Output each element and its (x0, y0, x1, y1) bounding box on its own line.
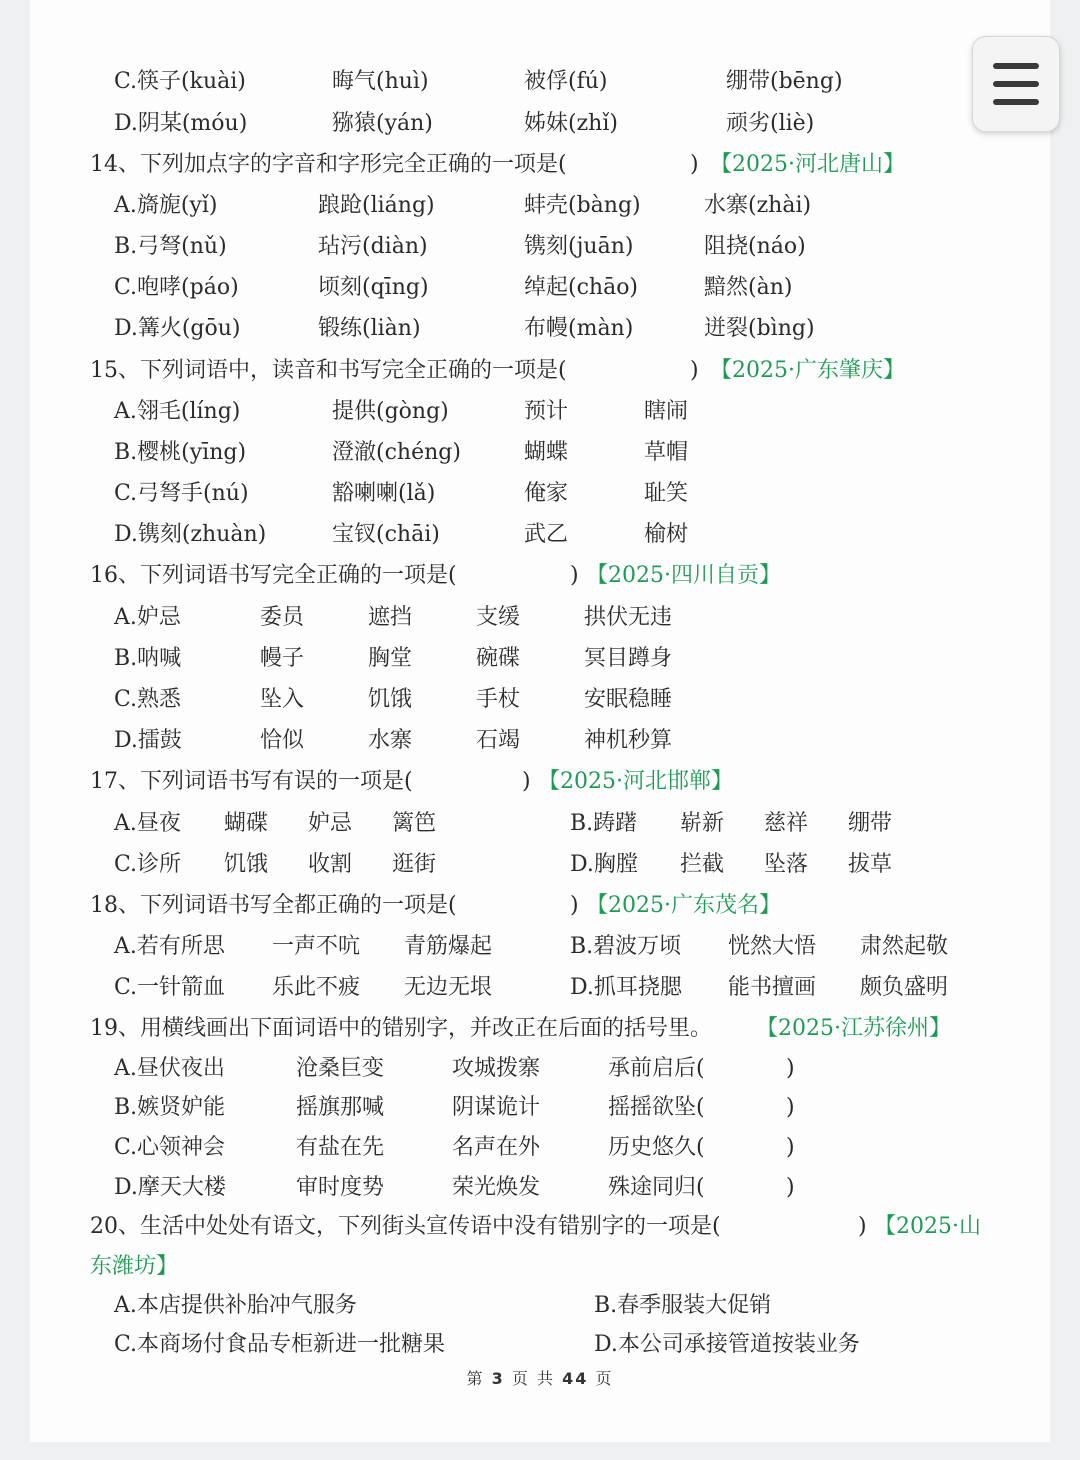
option-item: 篱笆 (392, 811, 437, 836)
question-source: 【2025·河北唐山】 (710, 152, 905, 177)
option-item: 摇旗那喊 (296, 1095, 385, 1120)
answer-bracket: ) (786, 1175, 795, 1200)
question-source: 【2025·广东肇庆】 (710, 358, 905, 383)
document-page (30, 0, 1050, 1442)
answer-bracket: ) (690, 358, 699, 383)
question-source: 【2025·河北邯郸】 (538, 769, 733, 794)
option-item: 冥目蹲身 (584, 646, 673, 671)
option-item: 绷带(bēng) (726, 69, 843, 94)
option-item: 绰起(chāo) (524, 275, 639, 300)
question-source-continued: 东潍坊】 (90, 1254, 179, 1279)
option-item: 历史悠久( (608, 1135, 705, 1160)
option-item: 恰似 (260, 728, 305, 753)
answer-bracket: ) (570, 563, 579, 588)
option-item: 水寨(zhài) (704, 193, 812, 218)
option-item: 踉跄(liáng) (318, 193, 435, 218)
option-item: 慈祥 (764, 811, 809, 836)
footer-prefix: 第 (466, 1369, 485, 1388)
option-item: 布幔(màn) (524, 316, 634, 341)
option-item: 无边无垠 (404, 975, 493, 1000)
option-item: 收割 (308, 852, 353, 877)
option-item: D.本公司承接管道按装业务 (594, 1332, 860, 1357)
option-item: 拦截 (680, 852, 725, 877)
option-item: 俺家 (524, 481, 569, 506)
answer-bracket: ) (786, 1095, 795, 1120)
option-item: 承前启后( (608, 1056, 705, 1081)
option-item: 镌刻(juān) (524, 234, 634, 259)
option-item: 支缓 (476, 605, 521, 630)
option-item: B.嫉贤妒能 (114, 1095, 226, 1120)
option-item: C.心领神会 (114, 1135, 226, 1160)
option-item: 宝钗(chāi) (332, 522, 440, 547)
option-item: A.若有所思 (114, 934, 225, 959)
option-item: D.镌刻(zhuàn) (114, 522, 267, 547)
question-stem: 14、下列加点字的字音和字形完全正确的一项是( (90, 152, 567, 177)
option-item: 蝴碟 (224, 811, 269, 836)
option-item: 殊途同归( (608, 1175, 705, 1200)
answer-bracket: ) (786, 1056, 795, 1081)
option-item: C.本商场付食品专柜新进一批糖果 (114, 1332, 446, 1357)
option-item: 黯然(àn) (704, 275, 793, 300)
question-stem: 16、下列词语书写完全正确的一项是( (90, 563, 457, 588)
option-item: 玷污(diàn) (318, 234, 428, 259)
option-item: 妒忌 (308, 811, 353, 836)
option-item: 阻挠(náo) (704, 234, 806, 259)
option-item: 武乙 (524, 522, 569, 547)
option-item: 提供(gòng) (332, 399, 449, 424)
question-stem: 18、下列词语书写全都正确的一项是( (90, 893, 457, 918)
question-source: 【2025·江苏徐州】 (756, 1016, 951, 1041)
option-item: 神机秒算 (584, 728, 673, 753)
option-item: 澄澈(chéng) (332, 440, 461, 465)
option-item: 能书擅画 (728, 975, 817, 1000)
option-item: 顽劣(liè) (726, 111, 815, 136)
option-item: B.弓弩(nǔ) (114, 234, 227, 259)
option-item: D.胸膛 (570, 852, 638, 877)
option-item: 预计 (524, 399, 569, 424)
option-item: 饥饿 (368, 687, 413, 712)
option-item: B.呐喊 (114, 646, 182, 671)
option-item: 拱伏无违 (584, 605, 673, 630)
option-item: D.擂鼓 (114, 728, 182, 753)
option-item: B.春季服装大促销 (594, 1293, 772, 1318)
current-page-number: 3 (491, 1369, 505, 1388)
answer-bracket: ) (522, 769, 531, 794)
answer-bracket: ) (786, 1135, 795, 1160)
footer-suffix: 页 (595, 1369, 614, 1388)
question-source: 【2025·山 (874, 1214, 981, 1239)
option-item: 沧桑巨变 (296, 1056, 385, 1081)
option-item: C.咆哮(páo) (114, 275, 239, 300)
answer-bracket: ) (858, 1214, 867, 1239)
option-item: A.昼伏夜出 (114, 1056, 225, 1081)
question-stem: 20、生活中处处有语文，下列街头宣传语中没有错别字的一项是( (90, 1214, 721, 1239)
option-item: 迸裂(bìng) (704, 316, 815, 341)
option-item: A.本店提供补胎冲气服务 (114, 1293, 357, 1318)
option-item: C.诊所 (114, 852, 182, 877)
option-item: 手杖 (476, 687, 521, 712)
option-item: A.旖旎(yǐ) (114, 193, 218, 218)
option-item: 瞎闹 (644, 399, 689, 424)
option-item: 耻笑 (644, 481, 689, 506)
menu-button[interactable] (972, 36, 1060, 132)
option-item: A.妒忌 (114, 605, 181, 630)
option-item: A.翎毛(líng) (114, 399, 241, 424)
option-item: 姊妹(zhǐ) (524, 111, 618, 136)
option-item: 水寨 (368, 728, 413, 753)
option-item: D.抓耳挠腮 (570, 975, 682, 1000)
option-item: 崭新 (680, 811, 725, 836)
option-item: 乐此不疲 (272, 975, 361, 1000)
option-item: C.熟悉 (114, 687, 182, 712)
option-item: 摇摇欲坠( (608, 1095, 705, 1120)
option-item: 安眠稳睡 (584, 687, 673, 712)
option-item: 蚌壳(bàng) (524, 193, 641, 218)
answer-bracket: ) (690, 152, 699, 177)
option-item: 顷刻(qīng) (318, 275, 429, 300)
option-item: D.篝火(gōu) (114, 316, 241, 341)
question-stem: 19、用横线画出下面词语中的错别字，并改正在后面的括号里。 (90, 1016, 712, 1041)
option-item: 肃然起敬 (860, 934, 949, 959)
option-item: 绷带 (848, 811, 893, 836)
option-item: 锻练(liàn) (318, 316, 421, 341)
question-source: 【2025·四川自贡】 (586, 563, 781, 588)
option-item: 石竭 (476, 728, 521, 753)
option-item: 逛街 (392, 852, 437, 877)
question-stem: 15、下列词语中，读音和书写完全正确的一项是( (90, 358, 567, 383)
option-item: C.筷子(kuài) (114, 69, 246, 94)
question-source: 【2025·广东茂名】 (586, 893, 781, 918)
option-item: 晦气(huì) (332, 69, 429, 94)
option-item: 颇负盛明 (860, 975, 949, 1000)
option-item: D.阴某(móu) (114, 111, 248, 136)
option-item: 草帽 (644, 440, 689, 465)
option-item: 名声在外 (452, 1135, 541, 1160)
option-item: 拔草 (848, 852, 893, 877)
total-page-count: 44 (562, 1369, 589, 1388)
option-item: 榆树 (644, 522, 689, 547)
option-item: 审时度势 (296, 1175, 385, 1200)
option-item: D.摩天大楼 (114, 1175, 226, 1200)
option-item: 豁喇喇(lǎ) (332, 481, 436, 506)
footer-middle: 页 共 (511, 1369, 555, 1388)
option-item: B.樱桃(yīng) (114, 440, 247, 465)
option-item: 一声不吭 (272, 934, 361, 959)
option-item: A.昼夜 (114, 811, 181, 836)
option-item: B.碧波万顷 (570, 934, 682, 959)
option-item: 有盐在先 (296, 1135, 385, 1160)
option-item: 被俘(fú) (524, 69, 608, 94)
option-item: 幔子 (260, 646, 305, 671)
option-item: 攻城拨寨 (452, 1056, 541, 1081)
option-item: 恍然大悟 (728, 934, 817, 959)
option-item: 坠入 (260, 687, 305, 712)
option-item: 胸堂 (368, 646, 413, 671)
option-item: 青筋爆起 (404, 934, 493, 959)
option-item: C.一针箭血 (114, 975, 226, 1000)
option-item: 荣光焕发 (452, 1175, 541, 1200)
option-item: 饥饿 (224, 852, 269, 877)
option-item: 蝴蝶 (524, 440, 569, 465)
page-number-footer (30, 1366, 1050, 1389)
option-item: 遮挡 (368, 605, 413, 630)
answer-bracket: ) (570, 893, 579, 918)
option-item: 委员 (260, 605, 305, 630)
option-item: 坠落 (764, 852, 809, 877)
option-item: 碗碟 (476, 646, 521, 671)
question-stem: 17、下列词语书写有误的一项是( (90, 769, 413, 794)
option-item: B.踌躇 (570, 811, 638, 836)
option-item: C.弓弩手(nú) (114, 481, 249, 506)
option-item: 猕猿(yán) (332, 111, 433, 136)
option-item: 阴谋诡计 (452, 1095, 541, 1120)
